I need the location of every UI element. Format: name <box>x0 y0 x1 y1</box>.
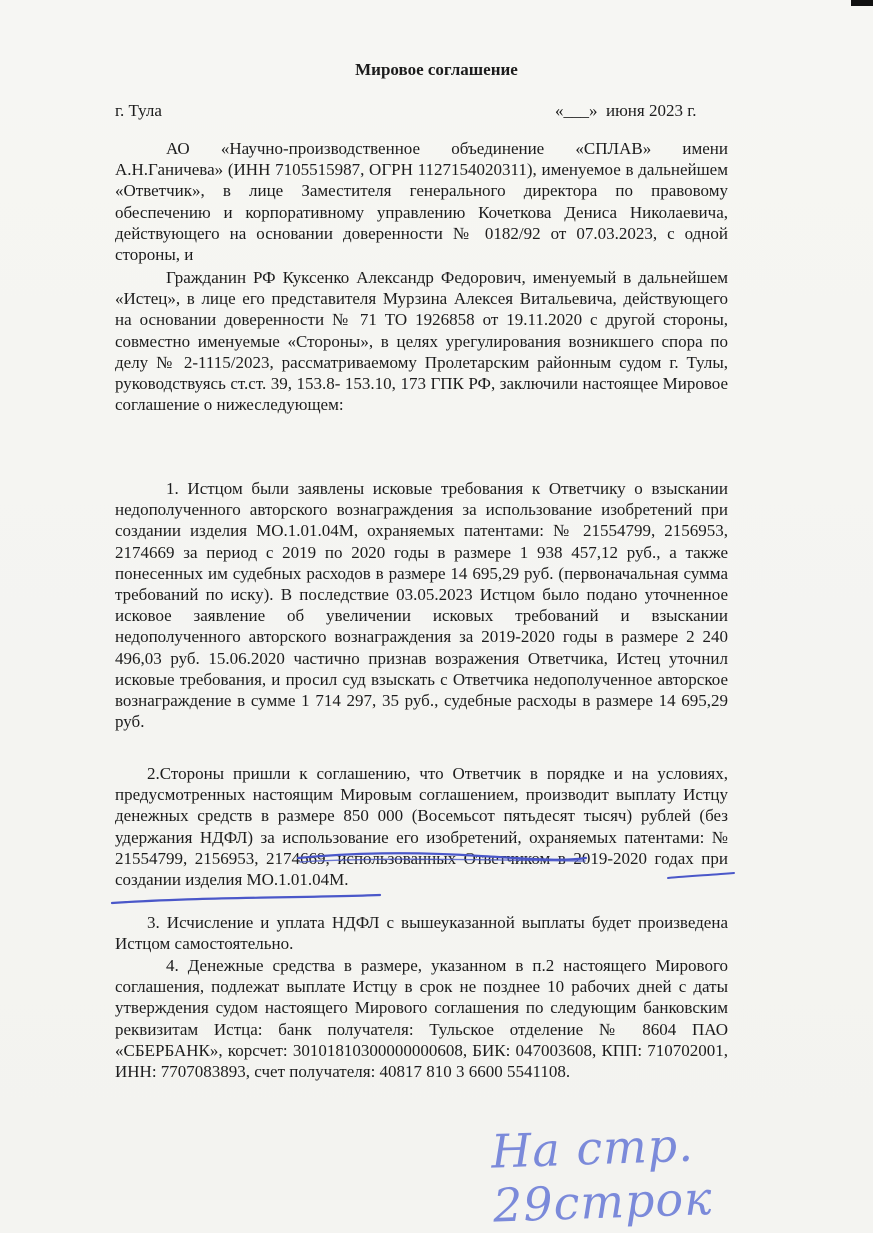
handwritten-note: На стр. 29строк <box>490 1117 714 1233</box>
paragraph-plaintiff: Гражданин РФ Куксенко Александр Федорович, именуемый в дальнейшем «Истец», в лице его представителя Мурзина Алексея Витальевича, действующего на основании доверенности № 71 ТО 1926858 от 19.11.2020 с другой стороны, совместно именуемые «Стороны», в целях урегулирования возникшего спора по делу № 2-1115/2023, рассматриваемому Пролетарским районным судом г. Тулы, руководствуясь ст.ст. 39, 153.8- 153.10, 173 ГПК РФ, заключили настоящее Мировое соглашение о нижеследующем: <box>115 268 728 415</box>
city-line: г. Тула <box>115 101 162 120</box>
item-1: 1. Истцом были заявлены исковые требования к Ответчику о взыскании недополученного авторского вознаграждения за использование изобретений при создании изделия МО.1.01.04М, охраняемых патентами: № 21554799, 2156953, 2174669 за период с 2019 по 2020 годы в размере 1 938 457,12 руб., а также понесенных им судебных расходов в размере 14 695,29 руб. (первоначальная сумма требований по иску). В последствие 03.05.2023 Истцом было подано уточненное исковое заявление об увеличении исковых требований и взыскании недополученного авторского вознаграждения за 2019-2020 годы в размере 2 240 496,03 руб. 15.06.2020 частично признав возражения Ответчика, Истец уточнил исковые требования, и просил суд взыскать с Ответчика недополученное авторское вознаграждение в сумме 1 714 297, 35 руб., судебные расходы в размере 14 695,29 руб. <box>115 479 728 732</box>
item-4: 4. Денежные средства в размере, указанном в п.2 настоящего Мирового соглашения, подлежат выплате Истцу в срок не позднее 10 рабочих дней с даты утверждения судом настоящего Мирового соглашения по следующим банковским реквизитам Истца: банк получателя: Тульское отделение № 8604 ПАО «СБЕРБАНК», корсчет: 30101810300000000608, БИК: 047003608, КПП: 710702001, ИНН: 7707083893, счет получателя: 40817 810 3 6600 5541108. <box>115 956 728 1082</box>
item-3: 3. Исчисление и уплата НДФЛ с вышеуказанной выплаты будет произведена Истцом самостоятельно. <box>115 913 728 954</box>
date-line: «___» июня 2023 г. <box>555 101 697 120</box>
document-title: Мировое соглашение <box>355 60 518 79</box>
item-2: 2.Стороны пришли к соглашению, что Ответчик в порядке и на условиях, предусмотренных настоящим Мировым соглашением, производит выплату Истцу денежных средств в размере 850 000 (Восемьсот пятьдесят тысяч) рублей (без удержания НДФЛ) за использование его изобретений, охраняемых патентами: № 21554799, 2156953, 2174669, использованных Ответчиком в 2019-2020 годах при создании изделия МО.1.01.04М. <box>115 764 728 890</box>
paragraph-defendant: АО «Научно-производственное объединение «СПЛАВ» имени А.Н.Ганичева» (ИНН 7105515987, ОГРН 1127154020311), именуемое в дальнейшем «Ответчик», в лице Заместителя генерального директора по правовому обеспечению и корпоративному управлению Кочеткова Дениса Николаевича, действующего на основании доверенности № 0182/92 от 07.03.2023, с одной стороны, и <box>115 139 728 265</box>
